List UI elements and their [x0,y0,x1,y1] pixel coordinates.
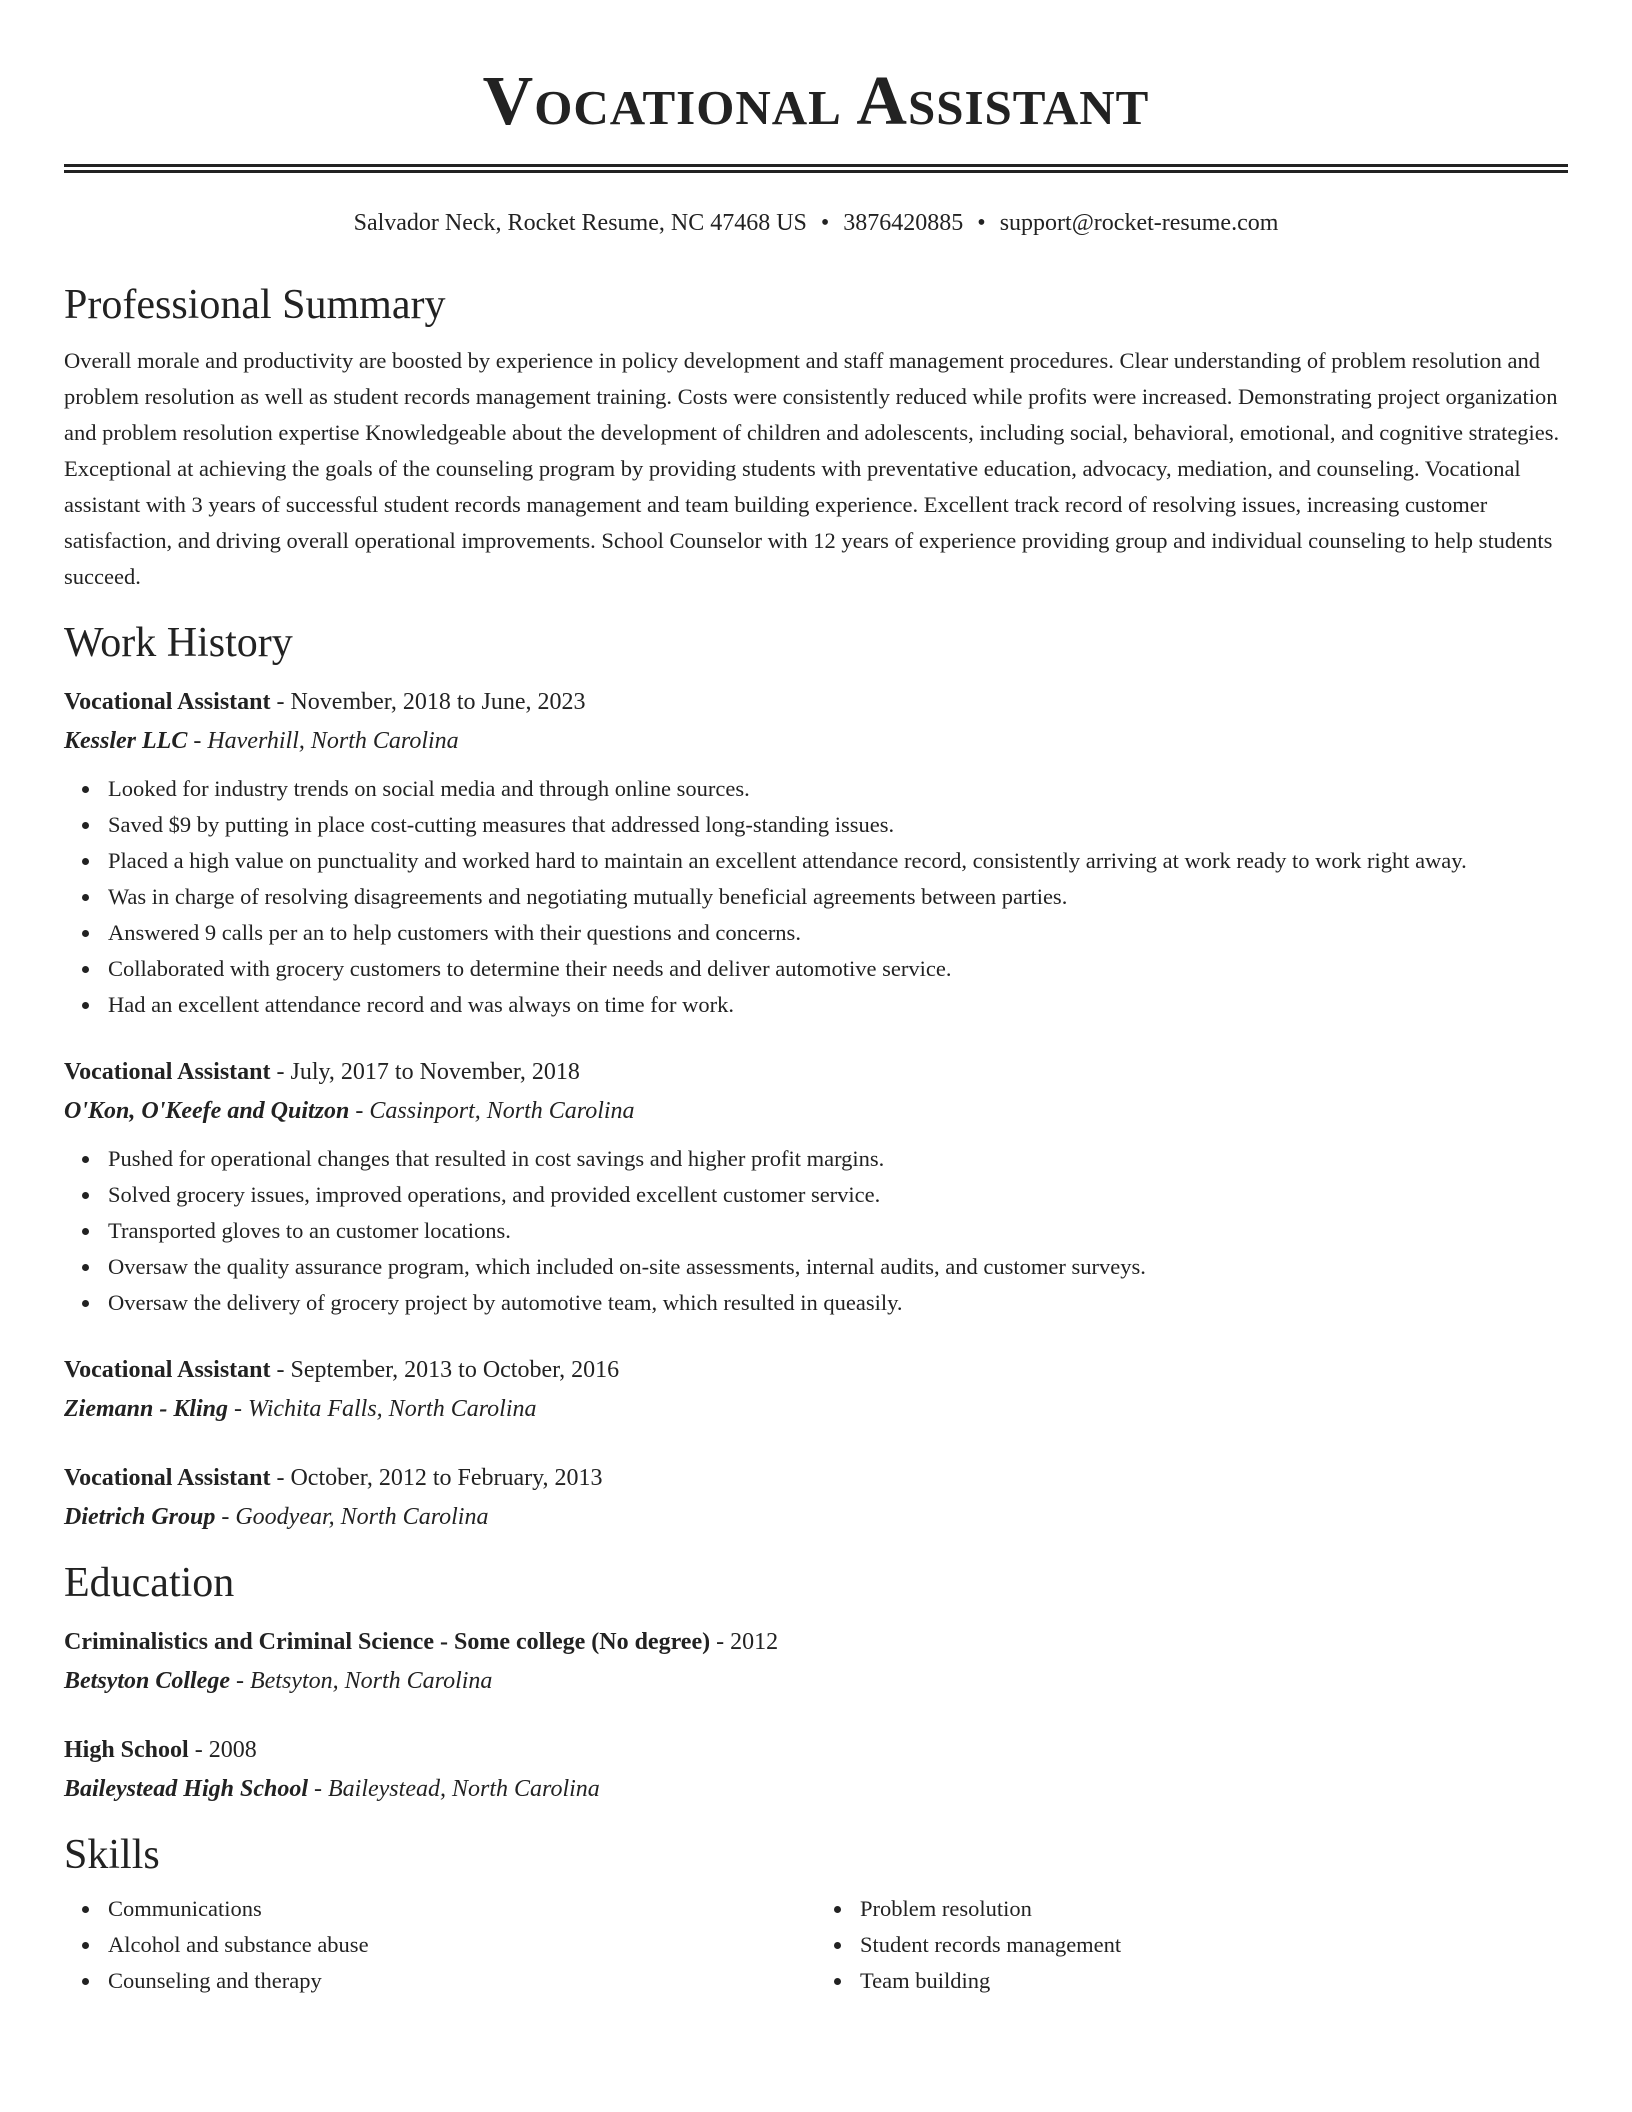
job-dates: - November, 2018 to June, 2023 [270,689,586,715]
skill-item: Student records management [860,1927,1568,1963]
contact-line [64,207,1568,239]
job-bullet: Was in charge of resolving disagreements and negotiating mutually beneficial agreements between parties. [108,879,1568,915]
job-bullet: Collaborated with grocery customers to determine their needs and deliver automotive service. [108,951,1568,987]
job-entry [64,683,1568,1023]
contact-separator: • [820,210,830,236]
job-company-line [64,1390,1568,1429]
education-degree: High School [64,1737,189,1763]
job-company: Kessler LLC [64,728,188,754]
job-title: Vocational Assistant [64,1465,271,1491]
job-entry [64,1351,1568,1429]
education-degree-line [64,1731,1568,1770]
education-year: - 2012 [710,1629,779,1655]
summary-text: Overall morale and productivity are boosted by experience in policy development and staff management procedures. Clear understanding of problem resolution and problem resolution as well as student records management training. Costs were consistently reduced while profits were increased. Demonstrating project organization and problem resolution expertise Knowledgeable about the development of children and adolescents, including social, behavioral, emotional, and cognitive strategies. Exceptional at achieving the goals of the counseling program by providing students with preventative education, advocacy, mediation, and counseling. Vocational assistant with 3 years of successful student records management and team building experience. Excellent track record of resolving issues, increasing customer satisfaction, and driving overall operational improvements. School Counselor with 12 years of experience providing group and individual counseling to help students succeed. [64,348,1560,589]
job-dates: - July, 2017 to November, 2018 [270,1059,580,1085]
education-location: - Baileystead, North Carolina [308,1776,600,1802]
skill-item: Communications [108,1891,816,1927]
job-title-line [64,1459,1568,1498]
education-location: - Betsyton, North Carolina [229,1668,493,1694]
job-company: Dietrich Group [64,1504,216,1530]
job-bullet: Answered 9 calls per an to help customers with their questions and concerns. [108,915,1568,951]
education-degree-line [64,1623,1568,1662]
job-location: - Wichita Falls, North Carolina [228,1396,537,1422]
education-school-line [64,1662,1568,1701]
job-company-line [64,1498,1568,1537]
skills-column-right [816,1891,1568,1999]
job-title: Vocational Assistant [64,689,271,715]
skill-item: Alcohol and substance abuse [108,1927,816,1963]
job-bullet: Placed a high value on punctuality and worked hard to maintain an excellent attendance record, consistently arriving at work ready to work right away. [108,843,1568,879]
job-title: Vocational Assistant [64,1059,271,1085]
job-bullets [64,771,1568,1023]
job-bullet: Oversaw the delivery of grocery project by automotive team, which resulted in queasily. [108,1285,1568,1321]
job-dates: - September, 2013 to October, 2016 [270,1357,620,1383]
education-degree: Criminalistics and Criminal Science - Some college (No degree) [64,1629,711,1655]
education-school: Baileystead High School [64,1776,309,1802]
resume-title: Vocational Assistant [482,63,1150,140]
contact-phone: 3876420885 [843,210,964,236]
job-title: Vocational Assistant [64,1357,271,1383]
skills-grid [64,1891,1568,1999]
job-dates: - October, 2012 to February, 2013 [270,1465,603,1491]
job-bullet: Transported gloves to an customer locations. [108,1213,1568,1249]
job-bullet: Saved $9 by putting in place cost-cutting measures that addressed long-standing issues. [108,807,1568,843]
skill-item: Counseling and therapy [108,1963,816,1999]
job-company: Ziemann - Kling [64,1396,229,1422]
education-entry [64,1731,1568,1809]
education-school: Betsyton College [64,1668,230,1694]
job-title-line [64,683,1568,722]
contact-address: Salvador Neck, Rocket Resume, NC 47468 US [353,210,807,236]
job-location: - Goodyear, North Carolina [215,1504,489,1530]
job-bullet: Had an excellent attendance record and was always on time for work. [108,987,1568,1023]
job-title-line [64,1053,1568,1092]
work-history-heading: Work History [64,620,293,666]
skill-item: Team building [860,1963,1568,1999]
contact-separator: • [977,210,986,236]
skills-column-left [64,1891,816,1999]
job-bullet: Solved grocery issues, improved operations, and provided excellent customer service. [108,1177,1568,1213]
job-location: - Haverhill, North Carolina [187,728,459,754]
education-school-line [64,1770,1568,1809]
job-bullet: Pushed for operational changes that resulted in cost savings and higher profit margins. [108,1141,1568,1177]
job-entry [64,1053,1568,1321]
job-company-line [64,1092,1568,1131]
skills-heading: Skills [64,1832,160,1878]
education-entry [64,1623,1568,1701]
job-bullets [64,1141,1568,1321]
job-entry [64,1459,1568,1537]
contact-email: support@rocket-resume.com [999,210,1279,236]
skill-item: Problem resolution [860,1891,1568,1927]
summary-heading: Professional Summary [64,282,446,328]
education-year: - 2008 [188,1737,257,1763]
job-bullet: Looked for industry trends on social media and through online sources. [108,771,1568,807]
education-heading: Education [64,1560,235,1606]
job-location: - Cassinport, North Carolina [349,1098,635,1124]
job-title-line [64,1351,1568,1390]
resume-page [64,0,1568,1999]
job-bullet: Oversaw the quality assurance program, which included on-site assessments, internal audits, and customer surveys. [108,1249,1568,1285]
title-divider [64,164,1568,173]
job-company-line [64,722,1568,761]
job-company: O'Kon, O'Keefe and Quitzon [64,1098,350,1124]
